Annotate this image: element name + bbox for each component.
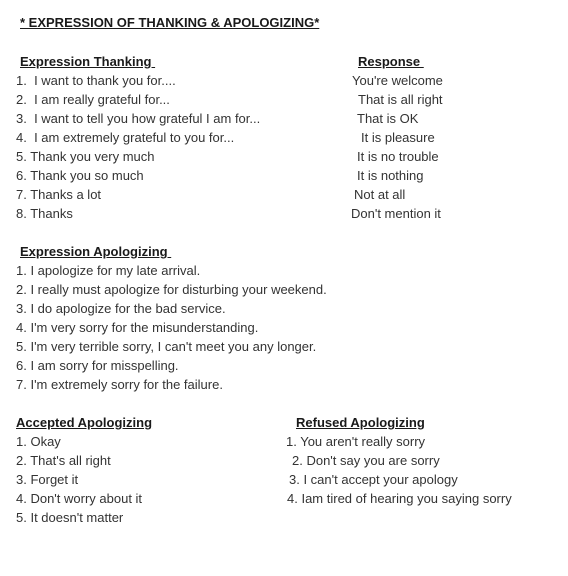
accepted-heading: Accepted Apologizing [16, 415, 153, 430]
thanking-item: 4. I am extremely grateful to you for... [16, 130, 235, 145]
response-item: That is OK [357, 111, 419, 126]
refused-item: 2. Don't say you are sorry [292, 453, 440, 468]
response-item: It is no trouble [357, 149, 439, 164]
apologizing-item: 5. I'm very terrible sorry, I can't meet you any longer. [16, 339, 317, 354]
thanking-item: 5. Thank you very much [16, 149, 155, 164]
refused-item: 1. You aren't really sorry [286, 434, 426, 449]
apologizing-item: 4. I'm very sorry for the misunderstanding. [16, 320, 259, 335]
refused-item: 4. Iam tired of hearing you saying sorry [287, 491, 512, 506]
apologizing-item: 2. I really must apologize for disturbing your weekend. [16, 282, 327, 297]
accepted-item: 3. Forget it [16, 472, 79, 487]
thanking-item: 2. I am really grateful for... [16, 92, 170, 107]
apologizing-item: 3. I do apologize for the bad service. [16, 301, 226, 316]
response-item: You're welcome [352, 73, 443, 88]
response-item: Don't mention it [351, 206, 441, 221]
thanking-item: 7. Thanks a lot [16, 187, 102, 202]
accepted-item: 4. Don't worry about it [16, 491, 143, 506]
accepted-item: 1. Okay [16, 434, 61, 449]
thanking-item: 6. Thank you so much [16, 168, 144, 183]
response-item: Not at all [354, 187, 406, 202]
response-item: It is pleasure [361, 130, 435, 145]
response-item: It is nothing [357, 168, 424, 183]
accepted-item: 2. That's all right [16, 453, 111, 468]
refused-item: 3. I can't accept your apology [289, 472, 458, 487]
accepted-item: 5. It doesn't matter [16, 510, 124, 525]
thanking-item: 3. I want to tell you how grateful I am for... [16, 111, 261, 126]
thanking-item: 8. Thanks [16, 206, 73, 221]
page-title: * EXPRESSION OF THANKING & APOLOGIZING* [20, 15, 320, 30]
apologizing-item: 1. I apologize for my late arrival. [16, 263, 201, 278]
apologizing-item: 7. I'm extremely sorry for the failure. [16, 377, 223, 392]
apologizing-heading: Expression Apologizing [20, 244, 172, 259]
thanking-heading: Expression Thanking [20, 54, 156, 69]
apologizing-item: 6. I am sorry for misspelling. [16, 358, 179, 373]
thanking-item: 1. I want to thank you for.... [16, 73, 176, 88]
response-heading: Response [358, 54, 424, 69]
response-item: That is all right [358, 92, 443, 107]
refused-heading: Refused Apologizing [296, 415, 425, 430]
